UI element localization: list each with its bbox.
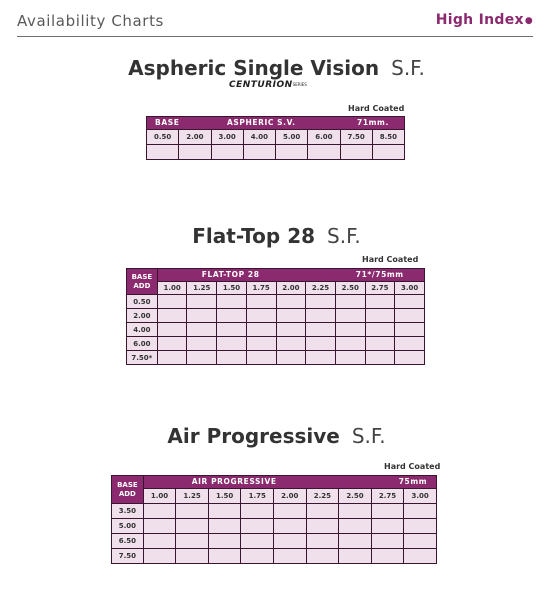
availability-cell: [404, 549, 437, 564]
table-row: [127, 295, 425, 309]
availability-cell: [276, 323, 306, 337]
availability-cell: [371, 534, 404, 549]
availability-cell: [306, 295, 336, 309]
base-value: 0.50: [147, 130, 179, 145]
availability-cell: [335, 309, 365, 323]
availability-cell: [306, 549, 339, 564]
table-row: [127, 323, 425, 337]
availability-cell: [395, 351, 425, 365]
availability-cell: [306, 323, 336, 337]
availability-cell: [176, 519, 209, 534]
availability-cell: [217, 337, 247, 351]
add-rows: [127, 295, 425, 365]
add-value: 4.00: [127, 323, 158, 337]
base-add-corner: BASE ADD: [127, 269, 158, 295]
availability-cell: [208, 504, 241, 519]
base-value: 6.00: [308, 130, 340, 145]
availability-cell: [335, 337, 365, 351]
availability-cell: [143, 549, 176, 564]
table-row: [112, 504, 437, 519]
availability-cell: [243, 145, 275, 160]
availability-cell: [371, 549, 404, 564]
base-add-corner: BASE ADD: [112, 476, 144, 504]
base-value: 1.75: [246, 282, 276, 295]
table-row: [127, 337, 425, 351]
table-header: [157, 269, 424, 282]
base-value: 1.25: [176, 489, 209, 504]
header-size-label: 71mm.: [357, 118, 389, 127]
availability-cell: [246, 309, 276, 323]
availability-cell: [371, 504, 404, 519]
base-value: 2.00: [179, 130, 211, 145]
availability-cell: [246, 351, 276, 365]
base-value: 2.50: [335, 282, 365, 295]
section-title-aspheric: [0, 56, 553, 80]
base-value: 2.00: [276, 282, 306, 295]
base-value: 8.50: [372, 130, 404, 145]
availability-cell: [308, 145, 340, 160]
availability-cell: [157, 295, 187, 309]
base-value: 2.25: [306, 282, 336, 295]
add-value: 7.50*: [127, 351, 158, 365]
availability-cell: [274, 549, 307, 564]
base-row: [112, 489, 437, 504]
availability-cell: [246, 295, 276, 309]
availability-cell: [276, 295, 306, 309]
availability-cell: [276, 351, 306, 365]
availability-cell: [179, 145, 211, 160]
availability-cell: [371, 519, 404, 534]
availability-cell: [365, 323, 395, 337]
availability-cell: [365, 337, 395, 351]
availability-cell: [306, 309, 336, 323]
header-product-label: ASPHERIC S.V.: [227, 118, 296, 127]
base-value: 3.00: [211, 130, 243, 145]
base-value: 4.00: [243, 130, 275, 145]
section-title-text: Aspheric Single Vision: [128, 56, 380, 80]
availability-cell: [246, 323, 276, 337]
availability-cell: [335, 295, 365, 309]
section-title-text: Air Progressive: [167, 424, 340, 448]
add-value: 7.50: [112, 549, 144, 564]
table-row: [127, 351, 425, 365]
base-value: 2.50: [339, 489, 372, 504]
availability-cell: [208, 534, 241, 549]
availability-cell: [241, 534, 274, 549]
table-row: [112, 519, 437, 534]
aspheric-availability-table: [146, 116, 405, 160]
availability-cell: [187, 351, 217, 365]
availability-cell: [208, 549, 241, 564]
table-header: [147, 117, 405, 130]
availability-cell: [404, 519, 437, 534]
availability-cell: [187, 323, 217, 337]
base-value: 2.00: [274, 489, 307, 504]
add-value: 0.50: [127, 295, 158, 309]
hard-coated-label: Hard Coated: [362, 255, 419, 264]
table-row: [112, 534, 437, 549]
availability-cell: [335, 323, 365, 337]
base-value: 7.50: [340, 130, 372, 145]
page-header: [17, 10, 533, 37]
add-value: 6.50: [112, 534, 144, 549]
section-sf: S.F.: [351, 424, 386, 448]
availability-cell: [335, 351, 365, 365]
base-row: [147, 130, 405, 145]
availability-cell: [306, 504, 339, 519]
availability-cell: [143, 534, 176, 549]
base-value: 2.75: [365, 282, 395, 295]
base-value: 1.50: [217, 282, 247, 295]
availability-cell: [246, 337, 276, 351]
availability-cell: [306, 351, 336, 365]
base-value: 2.75: [371, 489, 404, 504]
section-title-flattop: [0, 224, 553, 248]
header-product-label: FLAT-TOP 28: [201, 270, 260, 279]
availability-cell: [395, 323, 425, 337]
availability-cell: [274, 504, 307, 519]
availability-cell: [339, 549, 372, 564]
availability-cell: [306, 519, 339, 534]
base-value: 1.00: [143, 489, 176, 504]
availability-cell: [339, 519, 372, 534]
base-value: 3.00: [404, 489, 437, 504]
availability-cell: [208, 519, 241, 534]
availability-cell: [143, 504, 176, 519]
availability-cell: [147, 145, 179, 160]
availability-cell: [306, 337, 336, 351]
centurion-series-logo: CENTURIONSERIES: [229, 80, 307, 90]
availability-cell: [340, 145, 372, 160]
availability-cell: [274, 534, 307, 549]
availability-cell: [176, 549, 209, 564]
availability-cell: [187, 337, 217, 351]
availability-cell: [217, 323, 247, 337]
availability-cell: [217, 351, 247, 365]
hard-coated-label: Hard Coated: [384, 462, 441, 471]
base-value: 1.50: [208, 489, 241, 504]
header-size-label: 71*/75mm: [355, 270, 404, 279]
page-title: Availability Charts: [17, 12, 164, 30]
availability-cell: [339, 534, 372, 549]
base-row: [127, 282, 425, 295]
availability-cell: [217, 295, 247, 309]
availability-cell: [395, 309, 425, 323]
availability-cell: [176, 534, 209, 549]
availability-cell: [276, 309, 306, 323]
availability-cell: [211, 145, 243, 160]
availability-cell: [217, 309, 247, 323]
base-value: 3.00: [395, 282, 425, 295]
base-value: 1.75: [241, 489, 274, 504]
brand-dot: ●: [524, 16, 533, 26]
availability-cell: [372, 145, 404, 160]
availability-cell: [241, 519, 274, 534]
header-product-label: AIR PROGRESSIVE: [191, 477, 277, 486]
base-value: 1.00: [157, 282, 187, 295]
section-title-air-progressive: [0, 424, 553, 448]
availability-cell: [157, 323, 187, 337]
availability-cell: [241, 504, 274, 519]
add-rows: [112, 504, 437, 564]
table-row: [127, 309, 425, 323]
availability-cell: [365, 309, 395, 323]
add-value: 6.00: [127, 337, 158, 351]
availability-row: [147, 145, 405, 160]
availability-cell: [276, 337, 306, 351]
flattop-availability-table: [126, 268, 425, 365]
availability-cell: [157, 337, 187, 351]
add-value: 2.00: [127, 309, 158, 323]
section-sf: S.F.: [327, 224, 361, 248]
availability-cell: [365, 351, 395, 365]
availability-cell: [143, 519, 176, 534]
add-value: 5.00: [112, 519, 144, 534]
header-base-label: BASE: [155, 118, 180, 127]
header-size-label: 75mm: [398, 477, 428, 486]
air-progressive-availability-table: [111, 475, 437, 564]
table-header: [143, 476, 436, 489]
base-value: 2.25: [306, 489, 339, 504]
brand-name: High Index: [435, 12, 524, 28]
availability-cell: [157, 309, 187, 323]
availability-cell: [176, 504, 209, 519]
table-row: [112, 549, 437, 564]
section-sf: S.F.: [391, 56, 425, 80]
availability-cell: [404, 504, 437, 519]
availability-cell: [274, 519, 307, 534]
availability-cell: [187, 309, 217, 323]
availability-cell: [339, 504, 372, 519]
availability-cell: [187, 295, 217, 309]
availability-cell: [306, 534, 339, 549]
availability-cell: [365, 295, 395, 309]
availability-cell: [157, 351, 187, 365]
availability-cell: [276, 145, 308, 160]
availability-cell: [395, 295, 425, 309]
hard-coated-label: Hard Coated: [348, 104, 405, 113]
availability-cell: [395, 337, 425, 351]
availability-cell: [404, 534, 437, 549]
base-value: 1.25: [187, 282, 217, 295]
add-value: 3.50: [112, 504, 144, 519]
base-value: 5.00: [276, 130, 308, 145]
section-title-text: Flat-Top 28: [192, 224, 316, 248]
availability-cell: [241, 549, 274, 564]
brand-logo: [436, 12, 533, 28]
